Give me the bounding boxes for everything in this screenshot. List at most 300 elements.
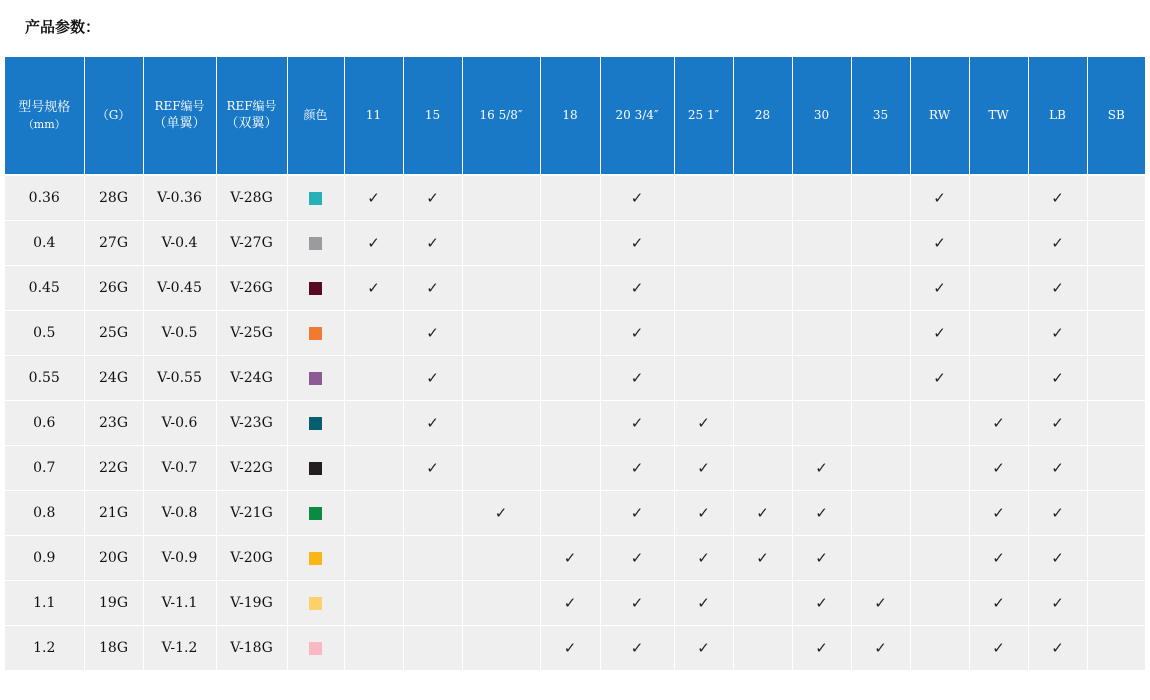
cell-option <box>600 536 674 581</box>
cell-color <box>287 581 344 626</box>
cell-option <box>792 311 851 356</box>
cell-option <box>462 446 540 491</box>
cell-ref-single: V-0.36 <box>143 175 216 221</box>
cell-spec: 0.8 <box>5 491 84 536</box>
cell-gauge: 19G <box>84 581 143 626</box>
check-mark-icon: ✓ <box>697 549 710 567</box>
cell-option <box>674 626 733 671</box>
check-mark-icon: ✓ <box>992 414 1005 432</box>
color-swatch <box>309 507 322 520</box>
cell-option <box>792 401 851 446</box>
cell-option <box>792 491 851 536</box>
cell-spec: 1.1 <box>5 581 84 626</box>
cell-option <box>1028 581 1087 626</box>
cell-option <box>792 626 851 671</box>
color-swatch <box>309 327 322 340</box>
cell-ref-double: V-18G <box>216 626 287 671</box>
check-mark-icon: ✓ <box>1051 279 1064 297</box>
color-swatch <box>309 237 322 250</box>
cell-spec: 0.5 <box>5 311 84 356</box>
cell-option <box>851 356 910 401</box>
check-mark-icon: ✓ <box>992 639 1005 657</box>
check-mark-icon: ✓ <box>874 594 887 612</box>
check-mark-icon: ✓ <box>697 504 710 522</box>
header-length-20-3-4: 20 3/4″ <box>600 57 674 175</box>
check-mark-icon: ✓ <box>992 504 1005 522</box>
cell-ref-single: V-1.2 <box>143 626 216 671</box>
cell-spec: 0.6 <box>5 401 84 446</box>
cell-option <box>600 311 674 356</box>
check-mark-icon: ✓ <box>1051 234 1064 252</box>
cell-option <box>1028 626 1087 671</box>
cell-option <box>1028 446 1087 491</box>
cell-option <box>1087 536 1145 581</box>
cell-option <box>733 446 792 491</box>
check-mark-icon: ✓ <box>563 594 577 612</box>
cell-gauge: 22G <box>84 446 143 491</box>
cell-option <box>851 266 910 311</box>
check-mark-icon: ✓ <box>367 279 380 297</box>
check-mark-icon: ✓ <box>933 369 946 387</box>
cell-option <box>851 446 910 491</box>
cell-spec: 0.55 <box>5 356 84 401</box>
cell-color <box>287 446 344 491</box>
cell-spec: 0.36 <box>5 175 84 221</box>
check-mark-icon: ✓ <box>1051 594 1064 612</box>
cell-option <box>344 221 403 266</box>
cell-ref-double: V-19G <box>216 581 287 626</box>
cell-option <box>851 536 910 581</box>
cell-option <box>540 536 600 581</box>
cell-option <box>344 626 403 671</box>
cell-option <box>1028 401 1087 446</box>
check-mark-icon: ✓ <box>426 459 439 477</box>
cell-option <box>540 491 600 536</box>
cell-option <box>792 446 851 491</box>
cell-option <box>600 221 674 266</box>
check-mark-icon: ✓ <box>426 414 439 432</box>
check-mark-icon: ✓ <box>426 279 439 297</box>
cell-option <box>969 356 1028 401</box>
cell-option <box>969 626 1028 671</box>
cell-option <box>1087 266 1145 311</box>
cell-gauge: 25G <box>84 311 143 356</box>
cell-option <box>1087 356 1145 401</box>
check-mark-icon: ✓ <box>367 234 380 252</box>
cell-option <box>403 175 462 221</box>
cell-option <box>462 356 540 401</box>
header-gauge: （G） <box>84 57 143 175</box>
check-mark-icon: ✓ <box>1051 549 1064 567</box>
cell-option <box>462 536 540 581</box>
cell-option <box>1028 311 1087 356</box>
cell-option <box>674 175 733 221</box>
cell-option <box>674 446 733 491</box>
cell-option <box>969 311 1028 356</box>
cell-option <box>1028 221 1087 266</box>
cell-option <box>910 626 969 671</box>
cell-option <box>969 221 1028 266</box>
cell-ref-double: V-27G <box>216 221 287 266</box>
cell-option <box>462 626 540 671</box>
cell-option <box>600 491 674 536</box>
cell-option <box>344 581 403 626</box>
cell-option <box>733 311 792 356</box>
cell-option <box>344 356 403 401</box>
cell-option <box>403 536 462 581</box>
header-length-15: 15 <box>403 57 462 175</box>
cell-gauge: 21G <box>84 491 143 536</box>
cell-option <box>851 401 910 446</box>
cell-option <box>674 401 733 446</box>
cell-option <box>540 221 600 266</box>
check-mark-icon: ✓ <box>933 279 946 297</box>
cell-gauge: 20G <box>84 536 143 581</box>
cell-option <box>733 266 792 311</box>
check-mark-icon: ✓ <box>992 459 1005 477</box>
cell-gauge: 18G <box>84 626 143 671</box>
check-mark-icon: ✓ <box>697 414 710 432</box>
cell-option <box>674 221 733 266</box>
color-swatch <box>309 282 322 295</box>
cell-option <box>910 311 969 356</box>
cell-color <box>287 401 344 446</box>
page-title: 产品参数： <box>25 18 101 36</box>
header-length-28: 28 <box>733 57 792 175</box>
header-row <box>5 57 1145 175</box>
check-mark-icon: ✓ <box>815 594 828 612</box>
cell-ref-double: V-28G <box>216 175 287 221</box>
cell-option <box>733 401 792 446</box>
table-row <box>5 581 1145 626</box>
cell-option <box>969 446 1028 491</box>
check-mark-icon: ✓ <box>1051 459 1064 477</box>
cell-color <box>287 356 344 401</box>
cell-option <box>540 311 600 356</box>
header-ref-double-label: REF编号 <box>226 99 277 113</box>
cell-option <box>1028 266 1087 311</box>
cell-option <box>403 221 462 266</box>
cell-option <box>462 581 540 626</box>
cell-option <box>600 175 674 221</box>
cell-option <box>600 401 674 446</box>
cell-option <box>1028 175 1087 221</box>
check-mark-icon: ✓ <box>630 639 644 657</box>
header-ref-single-sub: （单翼） <box>153 115 206 131</box>
header-length-25-1: 25 1″ <box>674 57 733 175</box>
cell-option <box>792 581 851 626</box>
table-row <box>5 401 1145 446</box>
color-swatch <box>309 372 322 385</box>
check-mark-icon: ✓ <box>630 369 644 387</box>
cell-gauge: 23G <box>84 401 143 446</box>
cell-option <box>733 581 792 626</box>
header-length-35: 35 <box>851 57 910 175</box>
cell-ref-double: V-26G <box>216 266 287 311</box>
cell-option <box>403 626 462 671</box>
cell-option <box>733 491 792 536</box>
cell-option <box>969 536 1028 581</box>
cell-option <box>969 581 1028 626</box>
cell-gauge: 26G <box>84 266 143 311</box>
cell-option <box>403 401 462 446</box>
cell-option <box>540 266 600 311</box>
header-spec-label: 型号规格 <box>18 99 71 115</box>
check-mark-icon: ✓ <box>756 504 769 522</box>
check-mark-icon: ✓ <box>563 549 577 567</box>
check-mark-icon: ✓ <box>630 459 644 477</box>
cell-option <box>792 175 851 221</box>
check-mark-icon: ✓ <box>1051 324 1064 342</box>
header-length-16-5-8: 16 5/8″ <box>462 57 540 175</box>
cell-option <box>910 446 969 491</box>
cell-option <box>733 175 792 221</box>
cell-spec: 0.4 <box>5 221 84 266</box>
header-length-18: 18 <box>540 57 600 175</box>
check-mark-icon: ✓ <box>367 189 380 207</box>
cell-option <box>344 311 403 356</box>
cell-option <box>540 626 600 671</box>
cell-option <box>344 446 403 491</box>
cell-color <box>287 266 344 311</box>
check-mark-icon: ✓ <box>697 639 710 657</box>
cell-spec: 0.45 <box>5 266 84 311</box>
cell-option <box>344 266 403 311</box>
cell-ref-single: V-0.45 <box>143 266 216 311</box>
table-row <box>5 491 1145 536</box>
check-mark-icon: ✓ <box>426 189 439 207</box>
cell-option <box>462 311 540 356</box>
cell-option <box>792 266 851 311</box>
color-swatch <box>309 417 322 430</box>
check-mark-icon: ✓ <box>697 459 710 477</box>
cell-option <box>851 581 910 626</box>
cell-option <box>733 356 792 401</box>
cell-option <box>969 266 1028 311</box>
check-mark-icon: ✓ <box>874 639 887 657</box>
header-rw: RW <box>910 57 969 175</box>
table-body <box>5 175 1145 671</box>
table-row <box>5 221 1145 266</box>
check-mark-icon: ✓ <box>815 459 828 477</box>
cell-option <box>910 491 969 536</box>
cell-option <box>1087 311 1145 356</box>
cell-option <box>600 626 674 671</box>
cell-option <box>403 356 462 401</box>
header-length-11: 11 <box>344 57 403 175</box>
cell-option <box>540 175 600 221</box>
cell-option <box>674 311 733 356</box>
header-ref-double <box>216 57 287 175</box>
check-mark-icon: ✓ <box>630 189 644 207</box>
cell-color <box>287 536 344 581</box>
cell-option <box>910 221 969 266</box>
check-mark-icon: ✓ <box>426 324 439 342</box>
cell-ref-double: V-23G <box>216 401 287 446</box>
table-row <box>5 626 1145 671</box>
cell-option <box>851 311 910 356</box>
cell-option <box>1028 536 1087 581</box>
table-row <box>5 446 1145 491</box>
header-spec-unit: （mm） <box>22 117 66 131</box>
table-row <box>5 311 1145 356</box>
header-ref-double-sub: （双翼） <box>225 115 278 131</box>
header-sb: SB <box>1087 57 1145 175</box>
table-row <box>5 266 1145 311</box>
check-mark-icon: ✓ <box>815 639 828 657</box>
cell-option <box>1087 626 1145 671</box>
check-mark-icon: ✓ <box>933 189 946 207</box>
check-mark-icon: ✓ <box>1051 414 1064 432</box>
cell-option <box>403 446 462 491</box>
cell-ref-single: V-0.55 <box>143 356 216 401</box>
cell-option <box>792 356 851 401</box>
header-color: 颜色 <box>287 57 344 175</box>
cell-option <box>910 536 969 581</box>
check-mark-icon: ✓ <box>630 279 644 297</box>
cell-option <box>1087 446 1145 491</box>
color-swatch <box>309 597 322 610</box>
header-ref-single-label: REF编号 <box>154 99 205 113</box>
check-mark-icon: ✓ <box>630 414 644 432</box>
cell-option <box>462 221 540 266</box>
cell-option <box>462 175 540 221</box>
cell-option <box>910 356 969 401</box>
cell-option <box>403 311 462 356</box>
cell-ref-double: V-20G <box>216 536 287 581</box>
cell-option <box>674 581 733 626</box>
cell-option <box>540 581 600 626</box>
check-mark-icon: ✓ <box>630 549 644 567</box>
cell-gauge: 28G <box>84 175 143 221</box>
cell-option <box>1087 491 1145 536</box>
color-swatch <box>309 192 322 205</box>
cell-color <box>287 491 344 536</box>
cell-option <box>910 266 969 311</box>
cell-ref-single: V-0.7 <box>143 446 216 491</box>
cell-option <box>910 175 969 221</box>
product-spec-table <box>5 57 1145 671</box>
cell-option <box>403 581 462 626</box>
cell-ref-double: V-25G <box>216 311 287 356</box>
cell-ref-single: V-0.5 <box>143 311 216 356</box>
cell-option <box>344 401 403 446</box>
cell-option <box>462 266 540 311</box>
check-mark-icon: ✓ <box>630 504 644 522</box>
cell-option <box>1087 581 1145 626</box>
check-mark-icon: ✓ <box>1051 369 1064 387</box>
cell-option <box>674 356 733 401</box>
header-tw: TW <box>969 57 1028 175</box>
cell-option <box>1087 401 1145 446</box>
color-swatch <box>309 642 322 655</box>
header-spec <box>5 57 84 175</box>
cell-gauge: 27G <box>84 221 143 266</box>
check-mark-icon: ✓ <box>815 504 828 522</box>
header-length-30: 30 <box>792 57 851 175</box>
cell-option <box>969 491 1028 536</box>
cell-ref-double: V-22G <box>216 446 287 491</box>
table-row <box>5 175 1145 221</box>
color-swatch <box>309 462 322 475</box>
check-mark-icon: ✓ <box>426 369 439 387</box>
cell-option <box>344 491 403 536</box>
cell-option <box>344 175 403 221</box>
cell-option <box>1087 221 1145 266</box>
header-ref-single <box>143 57 216 175</box>
cell-option <box>851 175 910 221</box>
check-mark-icon: ✓ <box>1051 189 1064 207</box>
table-row <box>5 356 1145 401</box>
cell-option <box>851 491 910 536</box>
color-swatch <box>309 552 322 565</box>
check-mark-icon: ✓ <box>630 324 644 342</box>
cell-spec: 1.2 <box>5 626 84 671</box>
check-mark-icon: ✓ <box>563 639 577 657</box>
header-lb: LB <box>1028 57 1087 175</box>
cell-ref-single: V-1.1 <box>143 581 216 626</box>
cell-option <box>733 536 792 581</box>
cell-option <box>851 221 910 266</box>
cell-option <box>674 491 733 536</box>
cell-option <box>674 266 733 311</box>
check-mark-icon: ✓ <box>1051 504 1064 522</box>
cell-spec: 0.9 <box>5 536 84 581</box>
check-mark-icon: ✓ <box>1051 639 1064 657</box>
cell-option <box>792 221 851 266</box>
cell-option <box>910 581 969 626</box>
cell-ref-double: V-24G <box>216 356 287 401</box>
cell-option <box>733 221 792 266</box>
cell-color <box>287 175 344 221</box>
check-mark-icon: ✓ <box>630 594 644 612</box>
check-mark-icon: ✓ <box>426 234 439 252</box>
cell-option <box>733 626 792 671</box>
cell-option <box>1028 491 1087 536</box>
cell-color <box>287 626 344 671</box>
check-mark-icon: ✓ <box>933 324 946 342</box>
table-row <box>5 536 1145 581</box>
check-mark-icon: ✓ <box>630 234 644 252</box>
cell-option <box>792 536 851 581</box>
cell-option <box>969 401 1028 446</box>
check-mark-icon: ✓ <box>815 549 828 567</box>
cell-option <box>1087 175 1145 221</box>
check-mark-icon: ✓ <box>697 594 710 612</box>
cell-spec: 0.7 <box>5 446 84 491</box>
cell-option <box>600 581 674 626</box>
check-mark-icon: ✓ <box>992 549 1005 567</box>
cell-gauge: 24G <box>84 356 143 401</box>
cell-option <box>969 175 1028 221</box>
cell-option <box>540 356 600 401</box>
cell-option <box>600 266 674 311</box>
cell-ref-single: V-0.9 <box>143 536 216 581</box>
cell-ref-single: V-0.6 <box>143 401 216 446</box>
cell-ref-single: V-0.8 <box>143 491 216 536</box>
check-mark-icon: ✓ <box>933 234 946 252</box>
cell-option <box>851 626 910 671</box>
check-mark-icon: ✓ <box>756 549 769 567</box>
cell-option <box>462 401 540 446</box>
cell-option <box>344 536 403 581</box>
cell-option <box>403 266 462 311</box>
cell-option <box>600 356 674 401</box>
cell-option <box>403 491 462 536</box>
cell-option <box>674 536 733 581</box>
cell-ref-single: V-0.4 <box>143 221 216 266</box>
cell-option <box>1028 356 1087 401</box>
